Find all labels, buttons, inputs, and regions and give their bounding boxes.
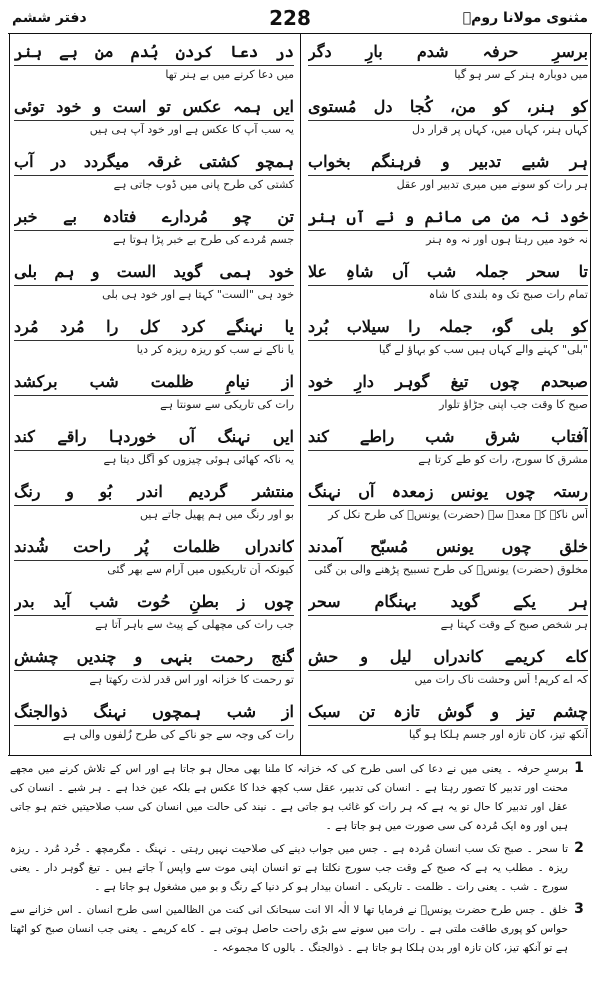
persian-verse: منتشر گردیم اندر بُو و رنگ: [14, 482, 294, 501]
couplet: [14, 315, 294, 370]
persian-verse: خود ہمی گوید الست و ہم بلی: [14, 262, 294, 281]
couplet: [14, 645, 294, 700]
persian-verse: کاے کریمے کاندراں لیل و حش: [308, 647, 588, 666]
persian-verse: کاندراں ظلمات پُر راحت شُدند: [14, 537, 294, 556]
urdu-translation: ہر شخص صبح کے وقت کہتا ہے: [440, 618, 588, 631]
column-divider: [300, 33, 301, 755]
urdu-translation: نہ خود میں رہتا ہوں اور نہ وہ ہنر: [426, 233, 588, 246]
urdu-translation: مخلوق (حضرت) یونسؑ کی طرح تسبیح پڑھنے والی بن گئی: [314, 563, 588, 576]
couplet: [308, 480, 588, 535]
persian-verse: در دعا کردن بُدم من بے ہنر: [14, 42, 294, 61]
persian-verse: ہر یکے گوید بہنگام سحر: [308, 592, 588, 611]
urdu-translation: رات کی تاریکی سے سونتا ہے: [160, 398, 294, 411]
couplet: [14, 370, 294, 425]
urdu-translation: میں دعا کرنے میں بے ہنر تھا: [165, 68, 294, 81]
couplet: [14, 260, 294, 315]
persian-verse: آفتاب شرق شب راطے کند: [308, 427, 588, 446]
persian-verse: کو ہنر، کو من، کُجا دل مُستوی: [308, 97, 588, 116]
couplet: [14, 150, 294, 205]
book-title: مثنوی مولانا رومؒ: [462, 10, 588, 26]
persian-verse: صبحدم چوں تیغ گوہر دارِ خود: [308, 372, 588, 391]
persian-verse: یا نہنگے کرد کل را مُرد مُرد: [14, 317, 294, 336]
persian-verse: چشم تیز و گوش تازہ تن سبک: [308, 702, 588, 721]
couplet: [308, 590, 588, 645]
persian-verse: تن چو مُردارے فتادہ بے خبر: [14, 207, 294, 226]
footnote: [10, 760, 590, 836]
couplet: [14, 205, 294, 260]
footnote-text: تا سحر ۔ صبح تک سب انسان مُردہ ہے ۔ جس میں جواب دینے کی صلاحیت نہیں رہتی ۔ نہنگ ۔ مگرمچھ ۔ خُرد مُرد ۔ ریزہ ریزہ ۔ مطلب یہ ہے کہ صبح کے وقت جب سورج نکلتا ہے تو انسان اپنی موت سے واپس آ جاتے ہیں ۔ تیغ گوہر دار ۔ یعنی سورج ۔ شب ۔ یعنی رات ۔ ظلمت ۔ تاریکی ۔ انسان بیدار ہو کر دنیا کے رنگ و بو میں مشغول ہو جاتا ہے ۔: [10, 843, 568, 893]
persian-verse: تا سحر جملہ شب آں شاہِ علا: [308, 262, 588, 281]
urdu-translation: تمام رات صبح تک وہ بلندی کا شاہ: [428, 288, 588, 301]
persian-verse: برسرِ حرفہ شدم بارِ دگر: [308, 42, 588, 61]
page-number: 228: [269, 6, 311, 30]
urdu-translation: بو اور رنگ میں ہم پھیل جاتے ہیں: [139, 508, 294, 521]
persian-verse: خود نہ من می مانم و نے آں ہنر: [308, 207, 588, 226]
urdu-translation: یہ سب آپ کا عکس ہے اور خود آپ ہی ہیں: [89, 123, 294, 136]
footnote-rule: [8, 755, 592, 756]
persian-verse: کو بلی گو، جملہ را سیلاب بُرد: [308, 317, 588, 336]
urdu-translation: کشتی کی طرح پانی میں ڈوب جاتی ہے: [113, 178, 294, 191]
urdu-translation: کہاں ہنر، کہاں میں، کہاں پر قرار دل: [411, 123, 588, 136]
urdu-translation: ہر رات کو سونے میں میری تدبیر اور عقل: [396, 178, 588, 191]
couplet: [14, 535, 294, 590]
frame-right-line: [590, 33, 591, 755]
urdu-translation: اُس ناکے کے معدے سے (حضرت) یونسؑ کی طرح نکل کر: [328, 508, 588, 521]
couplet: [14, 95, 294, 150]
couplet: [308, 150, 588, 205]
couplet: [14, 480, 294, 535]
urdu-translation: یہ ناکہ کھائی ہوئی چیزوں کو اُگل دیتا ہے: [103, 453, 294, 466]
couplet: [308, 370, 588, 425]
persian-verse: ایں نہنگ آں خوردہا راقے کند: [14, 427, 294, 446]
urdu-translation: رات کی وجہ سے جو ناکے کی طرح زُلفوں والی ہے: [63, 728, 294, 741]
urdu-translation: جب رات کی مچھلی کے پیٹ سے باہر آتا ہے: [95, 618, 294, 631]
persian-verse: گنج رحمت بنہی و چندیں چشش: [14, 647, 294, 666]
persian-verse: رستہ چوں یونس زمعدہ آں نہنگ: [308, 482, 588, 501]
footnote: [10, 901, 590, 958]
couplet: [308, 315, 588, 370]
footnote-text: برسرِ حرفہ ۔ یعنی میں نے دعا کی اسی طرح کی کہ خزانہ کا ملنا بھی محال ہو جاتا ہے اور اس کے تلاش کرنے میں مجھے محنت اور تدبیر کا تصور رہتا ہے ۔ انسان کی تدبیر، عقل سب کچھ خدا کا عکس ہے بلکہ عین خدا ہے ۔ ہر شبے ۔ انسان کی عقل اور تدبیر کا حال تو یہ ہے کہ ہر رات کو غائب ہو جاتی ہے ۔ نیند کی حالت میں انسان کی سب صلاحیتیں ختم ہو جاتی ہیں اور وہ ایک مُردہ کی سی صورت میں ہو جاتا ہے ۔: [10, 763, 568, 832]
urdu-translation: جسم مُردے کی طرح بے خبر پڑا ہوتا ہے: [113, 233, 294, 246]
urdu-translation: تو رحمت کا خزانہ اور اس قدر لذت رکھتا ہے: [89, 673, 294, 686]
couplet: [308, 425, 588, 480]
book-part-label: دفتر ششم: [12, 10, 87, 26]
couplet: [14, 425, 294, 480]
couplet: [308, 700, 588, 755]
footnote-number: 3: [574, 901, 584, 917]
persian-verse: خلق چوں یونس مُسبّح آمدند: [308, 537, 588, 556]
couplet: [308, 645, 588, 700]
couplet: [308, 205, 588, 260]
page-header: [12, 4, 588, 32]
urdu-translation: آنکھ تیز، کان تازہ اور جسم ہلکا ہو گیا: [408, 728, 588, 741]
urdu-translation: کیونکہ اُن تاریکیوں میں آرام سے بھر گئی: [107, 563, 294, 576]
persian-verse: از شب ہمچوں نہنگ ذوالجنگ: [14, 702, 294, 721]
couplet: [308, 95, 588, 150]
couplet: [308, 40, 588, 95]
right-column: [308, 40, 588, 755]
couplet: [14, 700, 294, 755]
urdu-translation: یا ناکے نے سب کو ریزہ ریزہ کر دیا: [136, 343, 294, 356]
couplet: [14, 590, 294, 645]
urdu-translation: میں دوبارہ ہنر کے سر ہو گیا: [454, 68, 588, 81]
urdu-translation: خود ہی "الست" کہتا ہے اور خود ہی بلی: [102, 288, 294, 301]
footnote: [10, 840, 590, 897]
persian-verse: از نیامِ ظلمت شب برکشد: [14, 372, 294, 391]
frame-left-line: [9, 33, 10, 755]
persian-verse: ہر شبے تدبیر و فرہنگم بخواب: [308, 152, 588, 171]
urdu-translation: کہ اے کریم! اُس وحشت ناک رات میں: [414, 673, 588, 686]
left-column: [14, 40, 294, 755]
footnotes: [10, 760, 590, 962]
urdu-translation: صبح کا وقت جب اپنی جڑاؤ تلوار: [439, 398, 588, 411]
couplet: [308, 260, 588, 315]
persian-verse: ہمچو کشتی غرقہ میگردد در آب: [14, 152, 294, 171]
footnote-text: خلق ۔ جس طرح حضرت یونسؑ نے فرمایا تھا لا الٰہ الا انت سبحانک انی کنت من الظالمین اسی طرح انسان ۔ اس خزانے سے حواس کو پوری طاقت ملتی ہے ۔ رات میں سونے سے بڑی راحت حاصل ہوتی ہے ۔ کاے کریمے ۔ یعنی جب انسان صبح کو اٹھتا ہے تو آنکھ تیز، کان تازہ اور بدن ہلکا ہو جاتا ہے ۔ ذوالجنگ ۔ بالوں کا مجموعہ ۔: [10, 904, 568, 954]
couplet: [308, 535, 588, 590]
footnote-number: 1: [574, 760, 584, 776]
urdu-translation: "بلی" کہنے والے کہاں ہیں سب کو بہاؤ لے گیا: [378, 343, 588, 356]
persian-verse: چوں ز بطنِ حُوت شب آید بدر: [14, 592, 294, 611]
persian-verse: ایں ہمہ عکس تو است و خود توئی: [14, 97, 294, 116]
urdu-translation: مشرق کا سورج، رات کو طے کرتا ہے: [418, 453, 588, 466]
couplet: [14, 40, 294, 95]
footnote-number: 2: [574, 840, 584, 856]
